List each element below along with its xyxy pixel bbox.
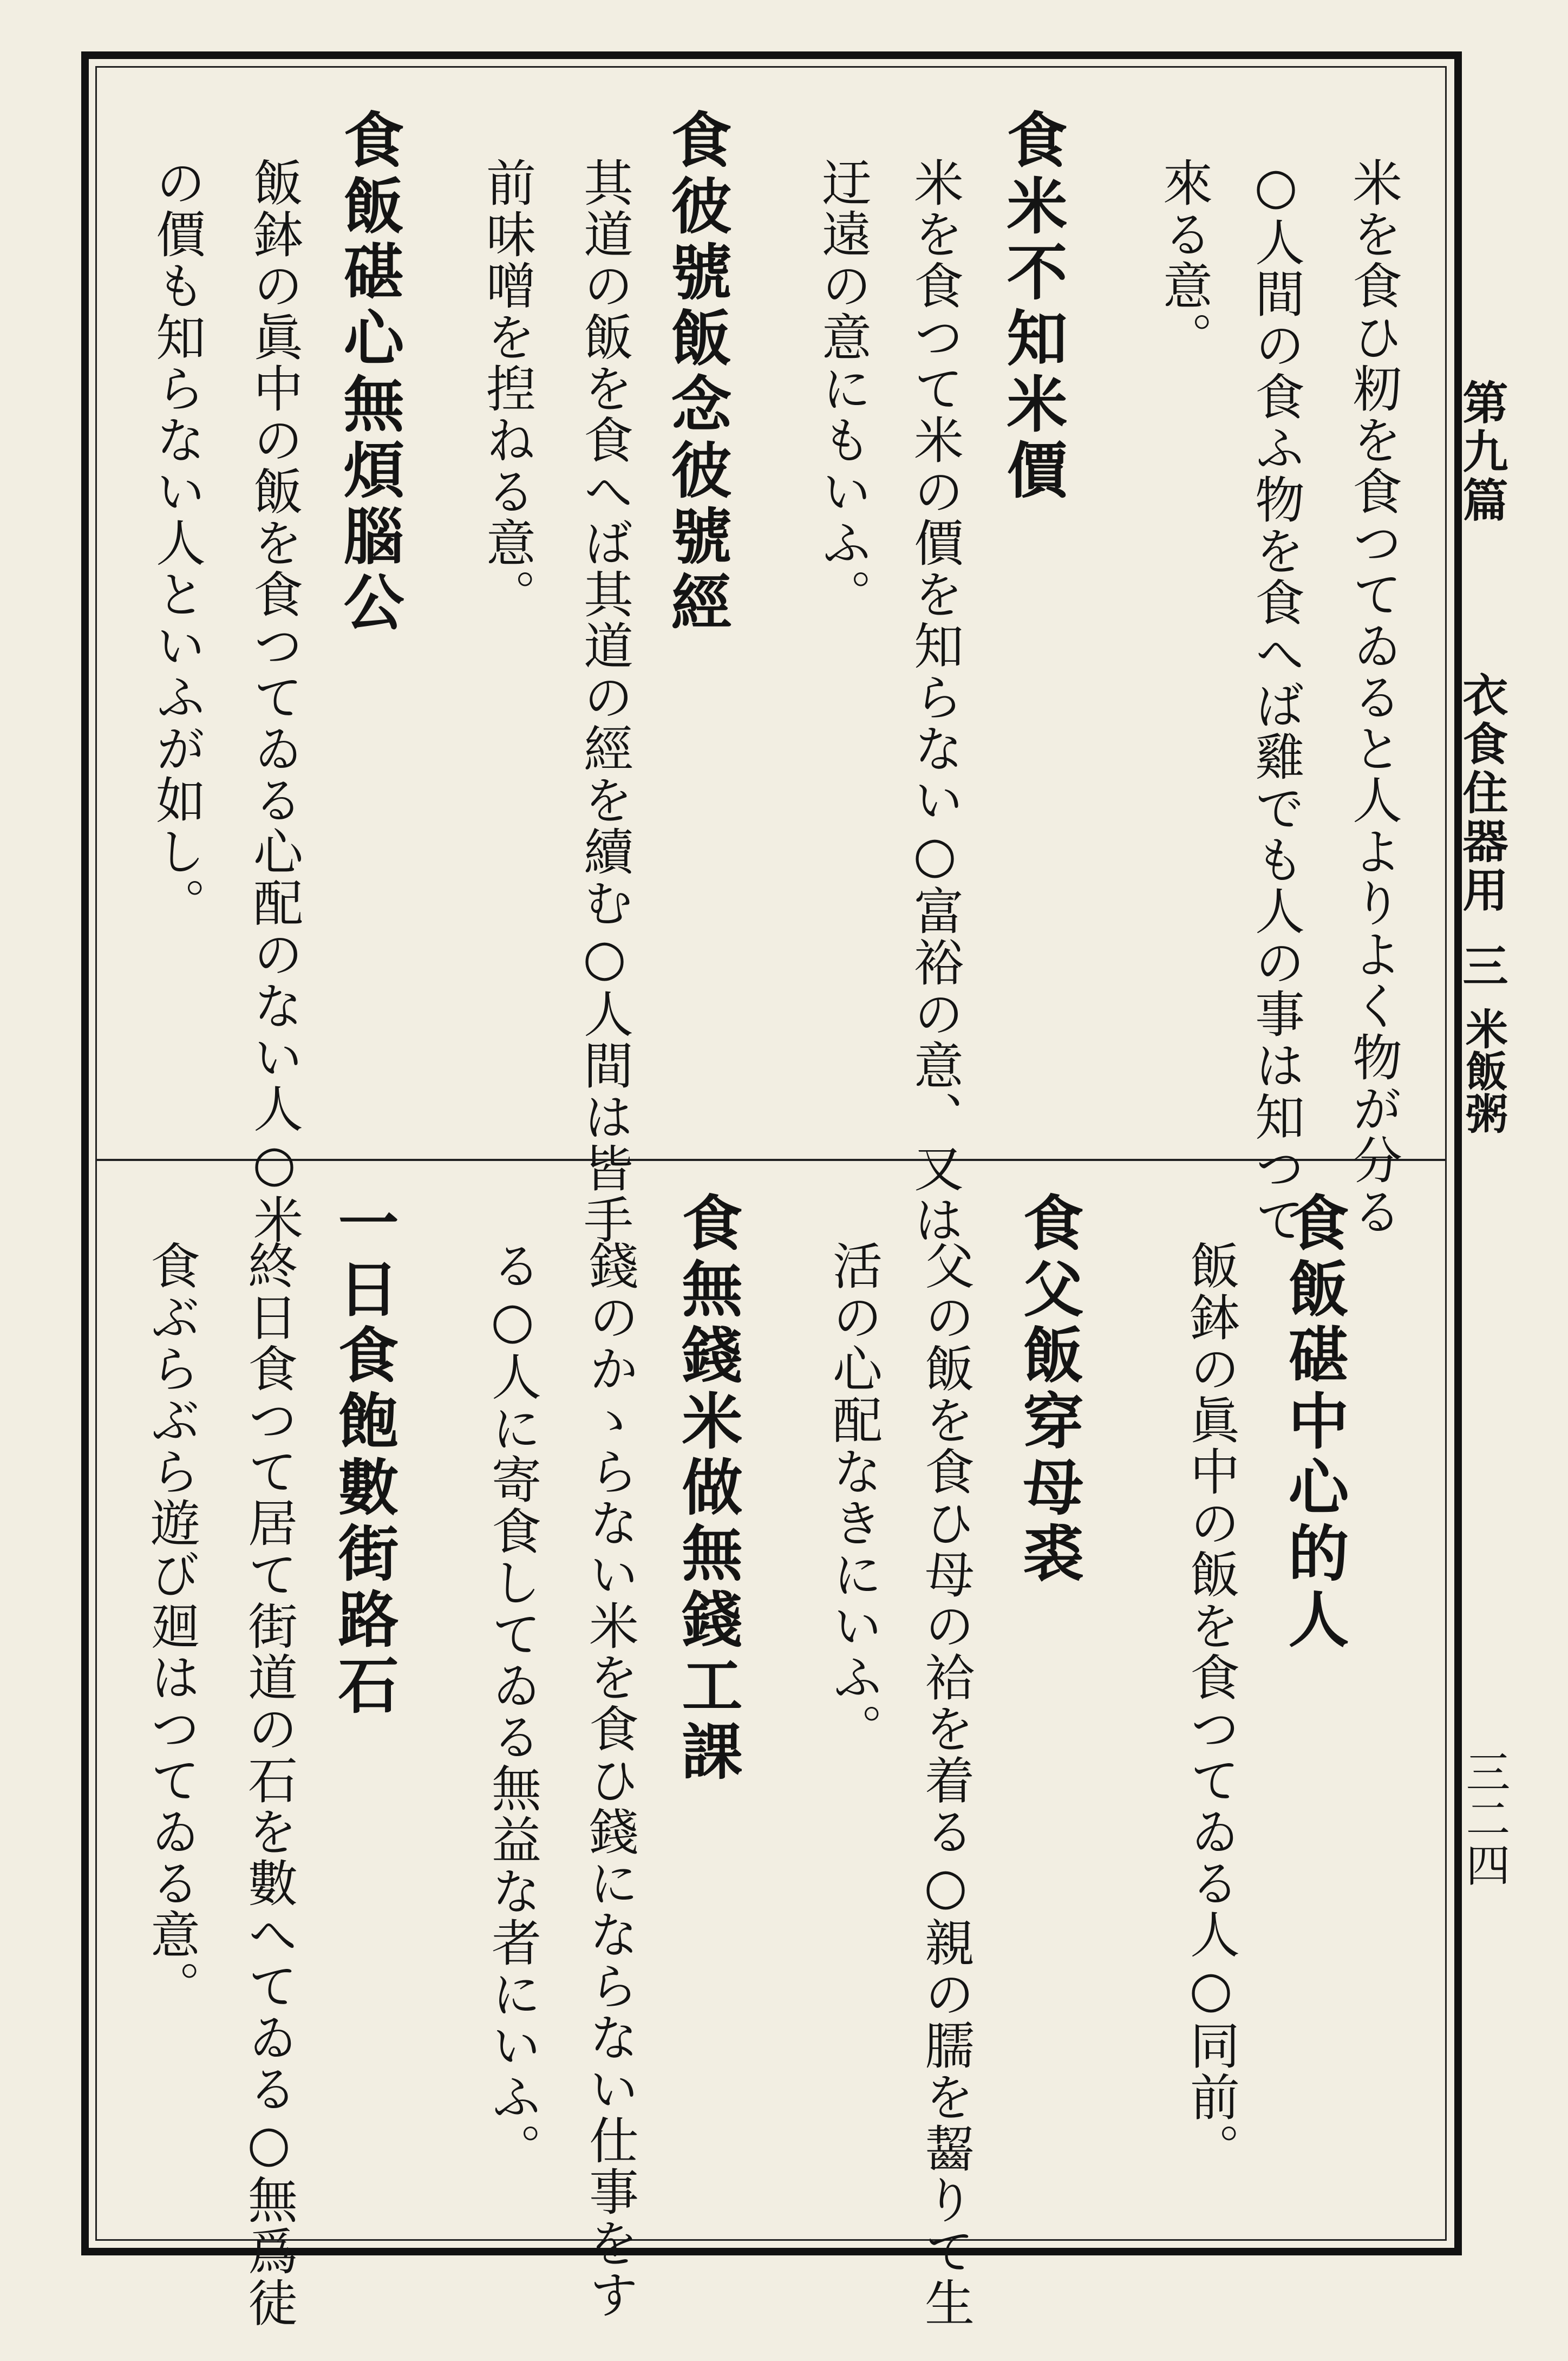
upper-body-6: 其道の飯を食へば其道の經を續む○人間は皆手 <box>576 157 633 1245</box>
lower-body-7: 食ぶらぶら遊び廻はつてゐる意。 <box>142 1240 200 2012</box>
upper-body-2: ○人間の食ふ物を食へば雞でも人の事は知つて <box>1247 157 1305 1245</box>
upper-body-7: 前味噌を揑ねる意。 <box>478 157 536 620</box>
upper-heading-3: 食飯碪心無煩腦公 <box>334 108 404 637</box>
upper-heading-1: 食米不知米價 <box>997 108 1068 505</box>
section-number: 三 <box>1455 942 1509 991</box>
lower-heading-1: 食飯碪中心的人 <box>1278 1191 1349 1654</box>
upper-heading-2: 食彼號飯念彼號經 <box>661 108 732 637</box>
lower-body-6: 終日食つて居て街道の石を數へてゐる○無爲徒 <box>240 1240 298 2329</box>
lower-heading-3: 食無錢米做無錢工課 <box>672 1191 743 1786</box>
upper-body-3: 來る意。 <box>1155 157 1213 363</box>
chapter-title: 衣食住器用 <box>1455 671 1509 915</box>
page-number: 三二四 <box>1459 1749 1510 1889</box>
upper-body-5: 迂遠の意にもいふ。 <box>814 157 872 620</box>
upper-body-1: 米を食ひ籾を食つてゐると人よりよく物が分る <box>1344 157 1402 1237</box>
lower-body-3: 活の心配なきにいふ。 <box>825 1240 883 1755</box>
lower-body-4: 錢のかゝらない米を食ひ錢にならない仕事をす <box>581 1240 639 2320</box>
upper-body-9: の價も知らない人といふが如し。 <box>148 157 206 929</box>
lower-body-5: る○人に寄食してゐる無益な者にいふ。 <box>484 1240 541 2174</box>
chapter-heading: 第九篇 <box>1455 379 1509 525</box>
lower-heading-2: 食父飯穿母裘 <box>1013 1191 1084 1588</box>
upper-body-8: 飯鉢の眞中の飯を食つてゐる心配のない人○米 <box>245 157 303 1245</box>
lower-body-1: 飯鉢の眞中の飯を食つてゐる人○同前。 <box>1182 1240 1240 2174</box>
lower-heading-4: 一日食飽數街路石 <box>328 1191 399 1720</box>
lower-body-2: 父の飯を食ひ母の袷を着る○親の臑を齧りて生 <box>917 1240 975 2329</box>
upper-body-4: 米を食つて米の價を知らない○富裕の意、又は <box>906 157 964 1245</box>
section-label: 米飯粥 <box>1459 1007 1508 1134</box>
